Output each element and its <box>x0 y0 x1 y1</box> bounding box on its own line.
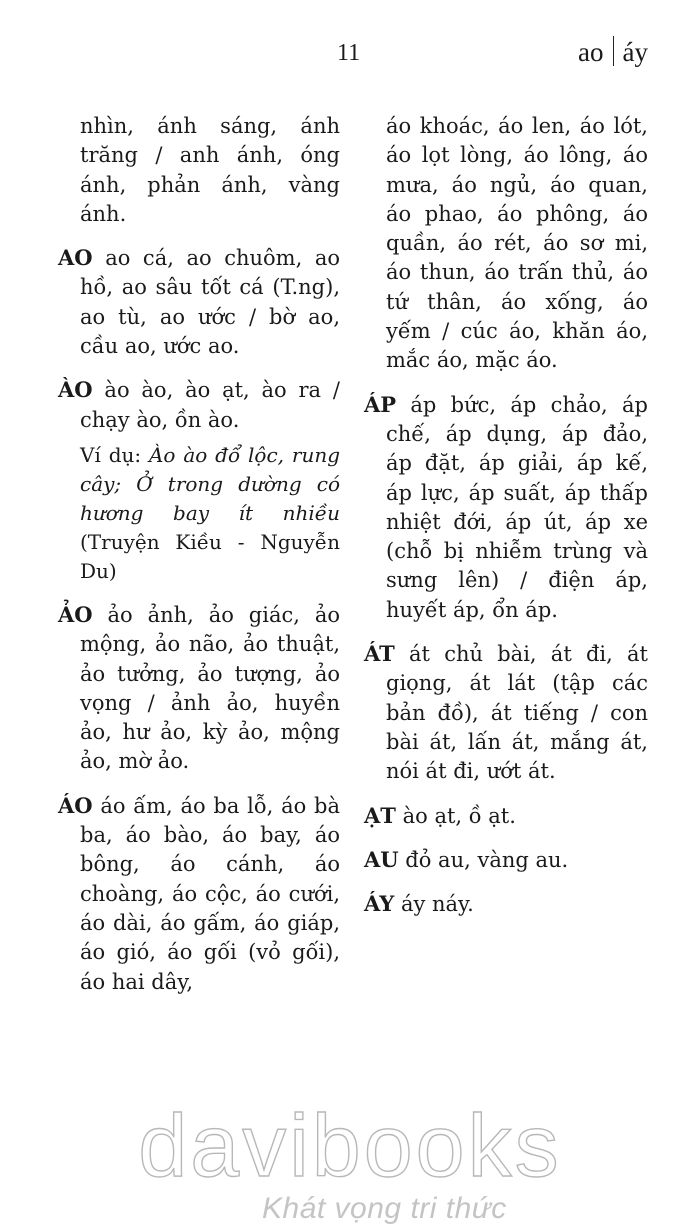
dictionary-entry-ap <box>364 390 648 625</box>
headword: AO <box>58 245 93 271</box>
entry-definition: ào ạt, ồ ạt. <box>402 803 516 828</box>
dictionary-entry-au <box>364 845 648 875</box>
headword: ÁP <box>364 391 397 417</box>
dictionary-entry-ao-grave <box>58 375 340 435</box>
example-label: Ví dụ: <box>80 442 142 467</box>
continued-entry-text: áo khoác, áo len, áo lót, áo lọt lòng, áo lông, áo mưa, áo ngủ, áo quan, áo phao, áo phông, áo quần, áo rét, áo sơ mi, áo thun, áo trấn thủ, áo tứ thân, áo xống, áo yếm / cúc áo, khăn áo, mắc áo, mặc áo. <box>386 114 648 373</box>
headword: ÁY <box>364 891 395 917</box>
example-source: (Truyện Kiều - Nguyễn Du) <box>80 529 340 583</box>
entry-definition: đỏ au, vàng au. <box>405 847 569 872</box>
running-head-last-word: áy <box>622 37 648 67</box>
entry-definition: át chủ bài, át đi, át giọng, át lát (tập các bản đồ), át tiếng / con bài át, lấn át, mắng át, nói át đi, ướt át. <box>386 642 648 784</box>
publisher-slogan: Khát vọng tri thức <box>262 1192 507 1225</box>
headword: ẠT <box>364 802 396 828</box>
entry-definition: ao cá, ao chuôm, ao hồ, ao sâu tốt cá (T.ng), ao tù, ao ước / bờ ao, cầu ao, ước ao. <box>80 246 340 359</box>
dictionary-entry-ao-hook <box>58 600 340 777</box>
entry-definition: ào ào, ào ạt, ào ra / chạy ào, ồn ào. <box>80 378 340 432</box>
dictionary-entry-ao-acute <box>58 791 340 997</box>
headword: AU <box>364 846 399 872</box>
right-column <box>364 112 648 933</box>
dictionary-entry-at <box>364 639 648 786</box>
usage-example <box>80 441 340 586</box>
headword: ÁO <box>58 792 93 818</box>
entry-definition: áo ấm, áo ba lỗ, áo bà ba, áo bào, áo bay, áo bông, áo cánh, áo choàng, áo cộc, áo cưới, áo dài, áo gấm, áo giáp, áo gió, áo gối (vỏ gối), áo hai dây, <box>80 793 340 994</box>
dictionary-entry-ao <box>58 243 340 361</box>
page-number: 11 <box>337 40 361 66</box>
entry-definition: áy náy. <box>400 892 474 917</box>
entry-definition: áp bức, áp chảo, áp chế, áp dụng, áp đảo, áp đặt, áp giải, áp kế, áp lực, áp suất, áp thấp nhiệt đới, áp út, áp xe (chỗ bị nhiễm trùng và sưng lên) / điện áp, huyết áp, ổn áp. <box>386 392 648 622</box>
running-head-first-word: ao <box>578 37 604 67</box>
running-head-divider <box>613 36 614 66</box>
dictionary-entry-ay <box>364 889 648 919</box>
running-head <box>578 36 648 68</box>
entry-definition: ảo ảnh, ảo giác, ảo mộng, ảo não, ảo thuật, ảo tưởng, ảo tượng, ảo vọng / ảnh ảo, huyền ảo, hư ảo, kỳ ảo, mộng ảo, mờ ảo. <box>80 602 340 774</box>
headword: ÀO <box>58 377 93 403</box>
continued-entry-text: nhìn, ánh sáng, ánh trăng / anh ánh, óng ánh, phản ánh, vàng ánh. <box>80 114 340 226</box>
left-column <box>58 112 340 1011</box>
publisher-watermark-logo: davibooks <box>138 1096 562 1195</box>
dictionary-entry-at-dot <box>364 801 648 831</box>
headword: ÁT <box>364 641 395 667</box>
example-quote: Ào ào đổ lộc, rung cây; Ở trong dường có hương bay ít nhiều <box>80 442 341 525</box>
headword: ẢO <box>58 601 93 627</box>
